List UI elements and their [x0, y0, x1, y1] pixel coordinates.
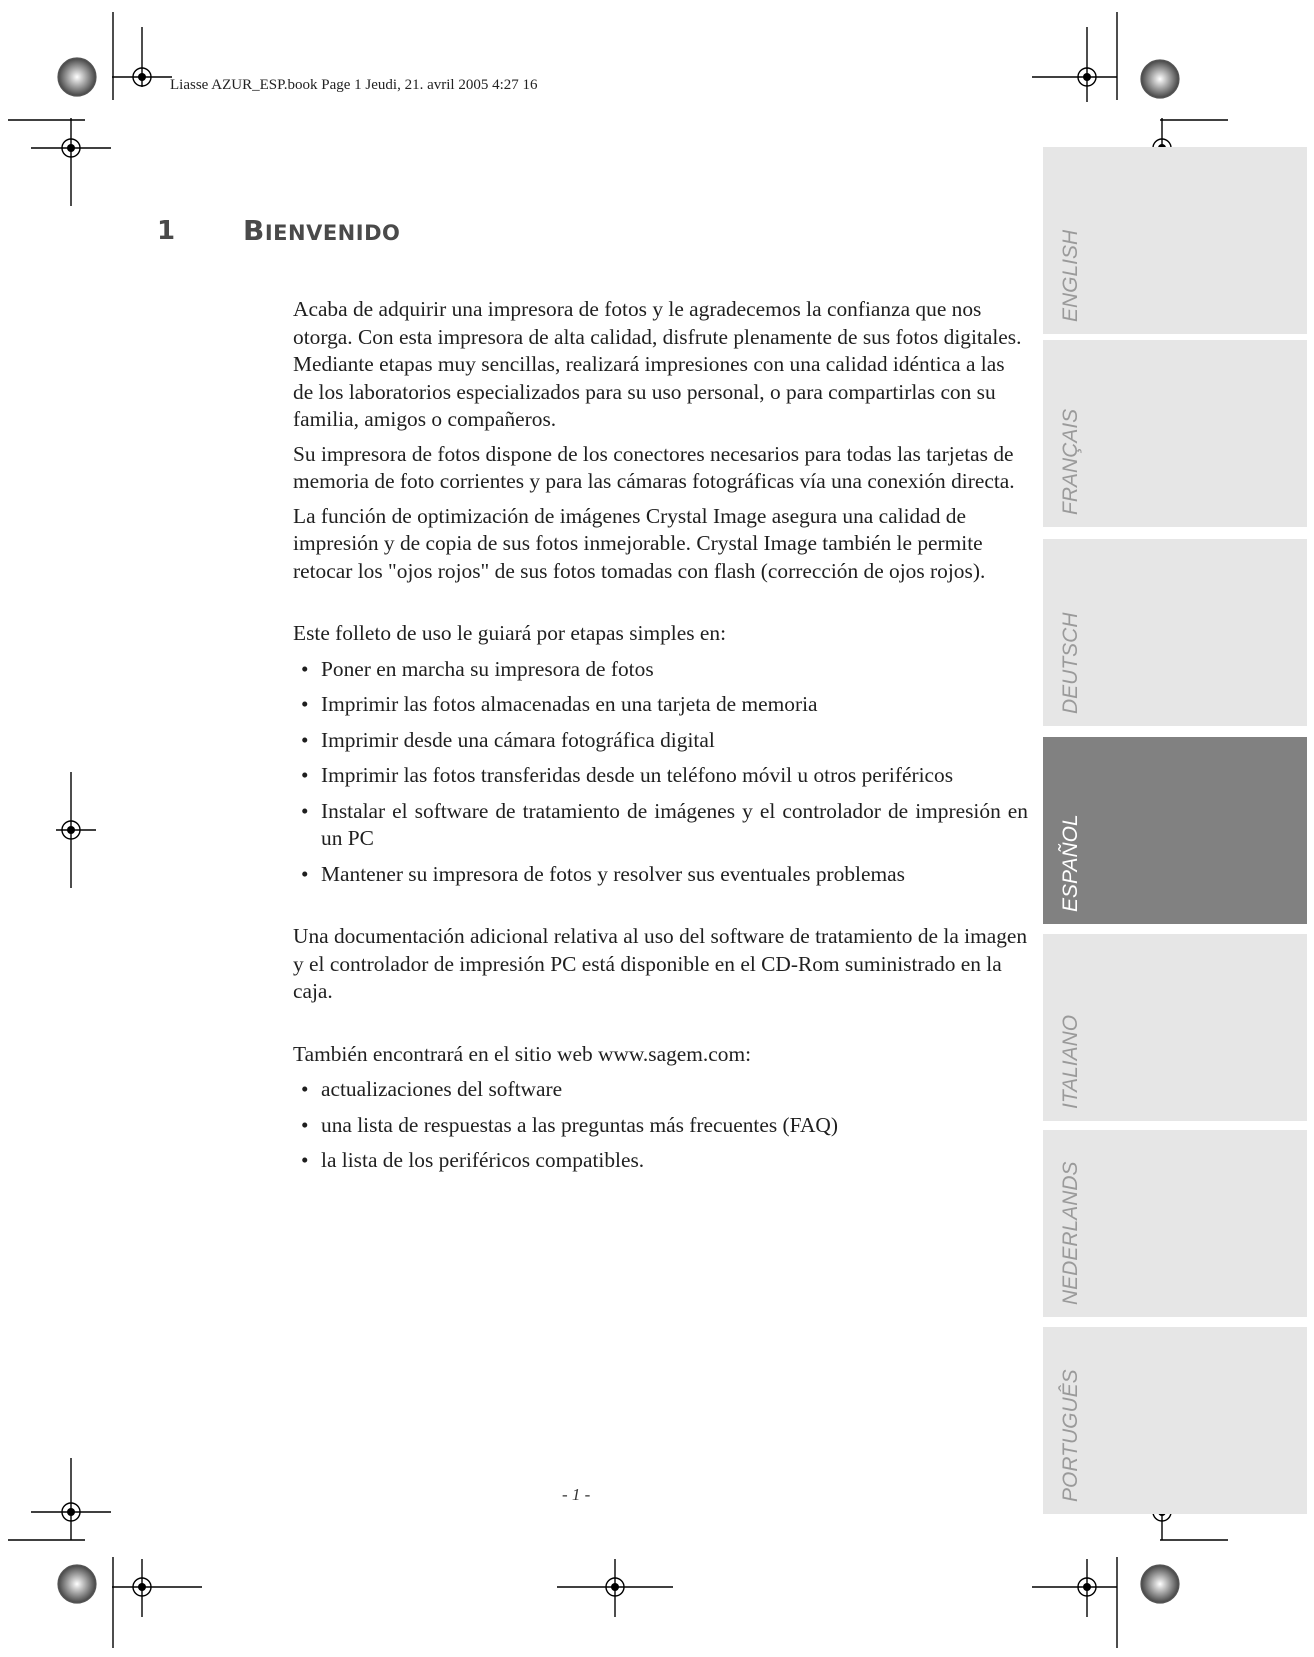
tab-english[interactable] — [1043, 147, 1307, 334]
guide-item: • Imprimir las fotos transferidas desde un teléfono móvil u otros periféricos — [301, 762, 1028, 790]
guide-item: • Imprimir las fotos almacenadas en una tarjeta de memoria — [301, 691, 1028, 719]
guide-list — [293, 656, 1028, 889]
web-list — [293, 1076, 1028, 1175]
guide-intro: Este folleto de uso le guiará por etapas simples en: — [293, 621, 727, 645]
web-intro: También encontrará en el sitio web www.sagem.com: — [293, 1041, 752, 1066]
tab-label: ESPAÑOL — [1059, 814, 1082, 912]
web-item: • una lista de respuestas a las preguntas más frecuentes (FAQ) — [301, 1112, 1028, 1140]
documentation-note: Una documentación adicional relativa al uso del software de tratamiento de la imagen y el controlador de impresión PC está disponible en el CD-Rom suministrado en la caja. — [293, 924, 1028, 1003]
guide-item: • Poner en marcha su impresora de fotos — [301, 656, 1028, 684]
tab-label: PORTUGUÊS — [1059, 1369, 1082, 1502]
tab-francais[interactable] — [1043, 340, 1307, 527]
chapter-title-rest: IENVENIDO — [264, 221, 401, 245]
chapter-title — [243, 214, 400, 247]
tab-deutsch[interactable] — [1043, 539, 1307, 726]
tab-nederlands[interactable] — [1043, 1130, 1307, 1317]
tab-label: FRANÇAIS — [1059, 408, 1082, 515]
print-info-header: Liasse AZUR_ESP.book Page 1 Jeudi, 21. avril 2005 4:27 16 — [170, 77, 538, 93]
tab-label: ITALIANO — [1059, 1014, 1082, 1109]
tab-label: DEUTSCH — [1059, 612, 1082, 714]
guide-item: • Mantener su impresora de fotos y resolver sus eventuales problemas — [301, 861, 1028, 889]
tab-label: ENGLISH — [1059, 229, 1082, 322]
web-item: • la lista de los periféricos compatibles. — [301, 1147, 1028, 1175]
intro-paragraph-3: La función de optimización de imágenes Crystal Image asegura una calidad de impresión y de copia de sus fotos inmejorable. Crystal Image también le permite retocar los "ojos rojos" de sus fotos tomadas con flash (corrección de ojos rojos). — [293, 503, 986, 583]
tab-espanol[interactable] — [1043, 737, 1307, 924]
web-item: • actualizaciones del software — [301, 1076, 1028, 1104]
tab-portugues[interactable] — [1043, 1327, 1307, 1514]
body-text — [293, 296, 1028, 1175]
intro-paragraph-2: Su impresora de fotos dispone de los conectores necesarios para todas las tarjetas de memoria de foto corrientes y para las cámaras fotográficas vía una conexión directa. — [293, 441, 1015, 493]
guide-item: • Instalar el software de tratamiento de imágenes y el controlador de impresión en un PC — [301, 798, 1028, 853]
guide-item: • Imprimir desde una cámara fotográfica digital — [301, 727, 1028, 755]
intro-paragraph-1: Acaba de adquirir una impresora de fotos y le agradecemos la confianza que nos otorga. Con esta impresora de alta calidad, disfrute plenamente de sus fotos digitales. Mediante etapas muy sencillas, realizará impresiones con una calidad idéntica a las de los laboratorios especializados para su uso personal, o para compartirlas con su familia, amigos o compañeros. — [293, 297, 1022, 431]
page-number: - 1 - — [562, 1485, 591, 1504]
chapter-number: 1 — [157, 216, 176, 246]
tab-label: NEDERLANDS — [1059, 1161, 1082, 1305]
tab-italiano[interactable] — [1043, 934, 1307, 1121]
chapter-title-initial: B — [243, 214, 265, 247]
